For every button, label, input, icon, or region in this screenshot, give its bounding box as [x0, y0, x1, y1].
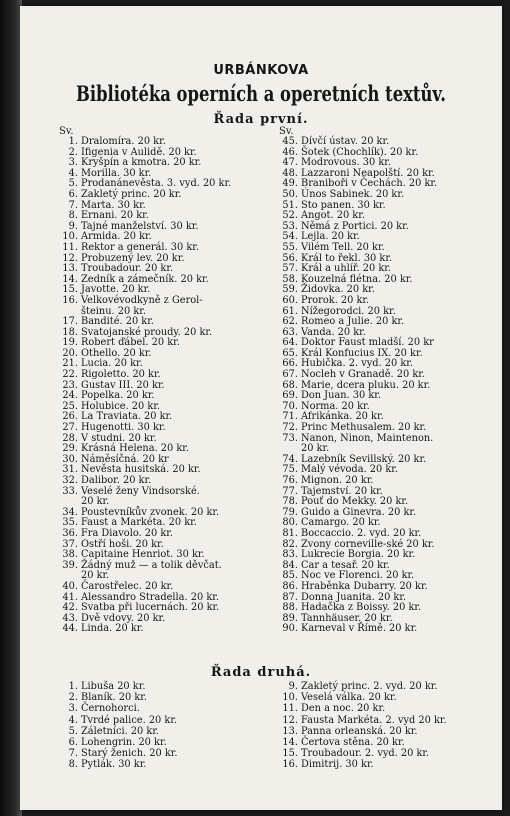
volume-number: 30.	[62, 453, 78, 465]
entry-title: Robert ďábel. 20 kr.	[81, 337, 180, 349]
entry-title: Marie, dcera pluku. 20 kr.	[301, 379, 431, 391]
volume-number: 37.	[62, 538, 78, 550]
volume-number: 41.	[62, 591, 78, 603]
entry-title: Veselé ženy Vindsorské. 20 kr.	[81, 485, 200, 508]
entry-title: Hraběnka Dubarry. 20 kr.	[301, 580, 428, 592]
catalog-entry	[278, 681, 506, 692]
volume-number: 8.	[68, 759, 78, 771]
entry-title: Pouť do Mekky. 20 kr.	[301, 496, 409, 508]
entry-title: Král Konfucius IX. 20 kr.	[301, 347, 423, 359]
volume-number: 28.	[62, 432, 78, 444]
catalog-entry	[278, 759, 506, 770]
volume-number: 51.	[282, 199, 298, 211]
entry-title: Fra Diavolo. 20 kr.	[81, 527, 174, 539]
volume-number: 10.	[282, 692, 298, 704]
entry-title: Dívčí ústav. 20 kr.	[301, 136, 390, 147]
volume-number: 50.	[282, 188, 298, 200]
entry-title: Blaník. 20 kr.	[81, 692, 148, 704]
entry-title: Král to řekl. 30 kr.	[301, 252, 393, 264]
section2-left-column	[58, 681, 276, 771]
volume-number: 58.	[282, 273, 298, 285]
entry-title: Šotek (Chochlík). 20 kr.	[301, 146, 419, 158]
entry-title: Romeo a Julie. 20 kr.	[301, 316, 405, 328]
volume-number: 15.	[62, 284, 78, 296]
entry-title: Camargo. 20 kr.	[301, 517, 381, 529]
entry-title: Car a tesař. 20 kr.	[301, 559, 390, 571]
entry-title: Armida. 20 kr.	[81, 231, 152, 243]
entry-title: Krásná Helena. 20 kr.	[81, 443, 190, 455]
catalog-entry	[278, 582, 506, 593]
entry-title: Lukrecie Borgia. 20 kr.	[301, 549, 416, 561]
entry-title: Gustav III. 20 kr.	[81, 379, 165, 391]
catalog-entry	[58, 715, 276, 726]
entry-title: Lejla. 20 kr.	[301, 231, 360, 243]
section1-left-column	[58, 127, 276, 635]
volume-number: 38.	[62, 549, 78, 561]
entry-title: Vilém Tell. 20 kr.	[301, 241, 385, 253]
catalog-entry	[58, 529, 276, 540]
volume-number: 17.	[62, 316, 78, 328]
entry-title: Javotte. 20 kr.	[81, 284, 151, 296]
volume-number: 26.	[62, 411, 78, 423]
entry-title: La Traviata. 20 kr.	[81, 411, 173, 423]
volume-number: 16.	[282, 759, 298, 771]
volume-number: 60.	[282, 294, 298, 306]
entry-title: Čarostřelec. 20 kr.	[81, 580, 174, 592]
entry-title: V studni. 20 kr.	[81, 432, 157, 444]
volume-number: 77.	[282, 485, 298, 497]
catalog-entry	[278, 296, 506, 307]
volume-number: 80.	[282, 517, 298, 529]
volume-number: 40.	[62, 580, 78, 592]
entry-title: Svatojanské proudy. 20 kr.	[81, 326, 213, 338]
entry-title: Zvony corneville-ské 20 kr.	[301, 538, 435, 550]
volume-number: 35.	[62, 517, 78, 529]
entry-title: Rektor a generál. 30 kr.	[81, 241, 199, 253]
catalog-entry	[58, 759, 276, 770]
volume-list	[58, 681, 276, 771]
volume-number: 63.	[282, 326, 298, 338]
entry-title: Holubice. 20 kr.	[81, 400, 161, 412]
volume-number: 53.	[282, 220, 298, 232]
volume-number: 1.	[68, 681, 78, 692]
entry-title: Nížegorodci. 20 kr.	[301, 305, 396, 317]
volume-column-header: Sv.	[279, 126, 294, 137]
volume-number: 71.	[282, 411, 298, 423]
entry-title: Donna Juanita. 20 kr.	[301, 591, 407, 603]
entry-title: Náměsíčná. 20 kr	[81, 453, 169, 465]
catalog-entry	[58, 582, 276, 593]
entry-title: Prodanánevěsta. 3. vyd. 20 kr.	[81, 178, 232, 190]
entry-title: Lohengrin. 20 kr.	[81, 737, 167, 749]
entry-title: Černohorci.	[81, 703, 140, 715]
volume-number: 49.	[282, 178, 298, 190]
volume-number: 90.	[282, 623, 298, 635]
entry-title: Norma. 20 kr.	[301, 400, 370, 412]
volume-number: 65.	[282, 347, 298, 359]
volume-number: 24.	[62, 390, 78, 402]
entry-title: Mignon. 20 kr.	[301, 475, 374, 486]
volume-number: 7.	[68, 748, 78, 760]
entry-title: Lazzaroni Neapolští. 20 kr.	[301, 167, 435, 179]
entry-title: Libuša 20 kr.	[81, 681, 146, 692]
entry-title: Ernani. 20 kr.	[81, 210, 149, 222]
catalog-entry	[278, 476, 506, 487]
entry-title: Hugenotti. 30 kr.	[81, 422, 166, 434]
volume-number: 20.	[62, 347, 78, 359]
catalog-entry	[58, 476, 276, 487]
volume-number: 12.	[62, 252, 78, 264]
publisher-name: URBÁNKOVA	[213, 63, 309, 78]
volume-number: 42.	[62, 602, 78, 614]
entry-title: Tajné manželství. 30 kr.	[81, 220, 199, 232]
entry-title: Zedník a zámečník. 20 kr.	[81, 273, 209, 285]
volume-number: 22.	[62, 369, 78, 381]
volume-number: 59.	[282, 284, 298, 296]
entry-title: Marta. 30 kr.	[81, 199, 146, 211]
section2-right-column	[278, 681, 506, 771]
catalog-entry	[58, 561, 276, 582]
volume-number: 19.	[62, 337, 78, 349]
volume-number: 47.	[282, 157, 298, 169]
entry-title: Velkovévodkyně z Gerol- šteinu. 20 kr.	[81, 294, 203, 317]
entry-title: Noc ve Florenci. 20 kr.	[301, 570, 415, 582]
volume-number: 89.	[282, 612, 298, 624]
volume-list	[278, 681, 506, 771]
entry-title: Karneval v Římě. 20 kr.	[301, 623, 418, 635]
entry-title: Žádný muž — a tolik děvčat. 20 kr.	[81, 559, 222, 582]
volume-number: 46.	[282, 146, 298, 158]
volume-number: 5.	[68, 725, 78, 737]
volume-number: 44.	[62, 623, 78, 635]
catalog-page	[20, 6, 502, 810]
entry-title: Únos Sabinek. 20 kr.	[301, 188, 405, 200]
volume-number: 27.	[62, 422, 78, 434]
volume-number: 72.	[282, 422, 298, 434]
catalog-entry	[278, 703, 506, 714]
entry-title: Angot. 20 kr.	[301, 210, 365, 222]
entry-title: Braniboři v Čechách. 20 kr.	[301, 178, 438, 190]
entry-title: Čertova stěna. 20 kr.	[301, 737, 405, 749]
entry-title: Dralomíra. 20 kr.	[81, 136, 166, 147]
catalog-entry	[278, 715, 506, 726]
volume-number: 6.	[68, 737, 78, 749]
entry-title: Nocleh v Granadě. 20 kr.	[301, 369, 425, 381]
catalog-entry	[278, 529, 506, 540]
entry-title: Panna orleanská. 20 kr.	[301, 725, 418, 737]
volume-number: 4.	[68, 714, 78, 726]
volume-number: 54.	[282, 231, 298, 243]
entry-title: Den a noc. 20 kr.	[301, 703, 386, 715]
volume-number: 14.	[282, 737, 298, 749]
volume-number: 4.	[68, 167, 78, 179]
volume-number: 34.	[62, 506, 78, 518]
volume-column-header: Sv.	[59, 126, 74, 137]
volume-number: 29.	[62, 443, 78, 455]
entry-title: Nevěsta husitská. 20 kr.	[81, 464, 201, 476]
entry-title: Fausta Markéta. 2. vyd 20 kr.	[301, 714, 447, 726]
volume-number: 43.	[62, 612, 78, 624]
volume-number: 2.	[68, 692, 78, 704]
entry-title: Král a uhlíř. 20 kr.	[301, 263, 392, 275]
entry-title: Dimitrij. 30 kr.	[301, 759, 374, 771]
volume-number: 69.	[282, 390, 298, 402]
volume-number: 14.	[62, 273, 78, 285]
section1-right-column	[278, 127, 506, 635]
catalog-entry	[278, 692, 506, 703]
volume-number: 52.	[282, 210, 298, 222]
entry-title: Němá z Portici. 20 kr.	[301, 220, 409, 232]
volume-number: 6.	[68, 188, 78, 200]
volume-number: 9.	[68, 220, 78, 232]
catalog-entry	[58, 748, 276, 759]
volume-list	[278, 137, 506, 635]
volume-number: 75.	[282, 464, 298, 476]
volume-number: 62.	[282, 316, 298, 328]
entry-title: Lazebník Sevillský. 20 kr.	[301, 453, 427, 465]
catalog-entry	[58, 726, 276, 737]
volume-number: 64.	[282, 337, 298, 349]
volume-number: 15.	[282, 748, 298, 760]
volume-number: 48.	[282, 167, 298, 179]
entry-title: Othello. 20 kr.	[81, 347, 152, 359]
entry-title: Dalibor. 20 kr.	[81, 475, 152, 486]
entry-title: Prorok. 20 kr.	[301, 294, 370, 306]
page-left-edge	[0, 0, 22, 816]
entry-title: Afrikánka. 20 kr.	[301, 411, 384, 423]
catalog-entry	[58, 703, 276, 714]
catalog-entry	[278, 243, 506, 254]
volume-number: 33.	[62, 485, 78, 497]
catalog-entry	[278, 190, 506, 201]
entry-title: Ostří hoši. 20 kr.	[81, 538, 164, 550]
entry-title: Židovka. 20 kr.	[301, 284, 375, 296]
volume-number: 12.	[282, 714, 298, 726]
volume-number: 32.	[62, 475, 78, 486]
volume-number: 85.	[282, 570, 298, 582]
entry-title: Tvrdé palice. 20 kr.	[81, 714, 178, 726]
entry-title: Malý vévoda. 20 kr.	[301, 464, 398, 476]
entry-title: Nanon, Ninon, Maintenon. 20 kr.	[301, 432, 434, 455]
volume-number: 11.	[62, 241, 78, 253]
volume-number: 70.	[282, 400, 298, 412]
entry-title: Vanda. 20 kr.	[301, 326, 366, 338]
volume-number: 45.	[282, 136, 298, 147]
volume-number: 18.	[62, 326, 78, 338]
entry-title: Kouzelná flétna. 20 kr.	[301, 273, 413, 285]
volume-number: 66.	[282, 358, 298, 370]
catalog-entry	[278, 726, 506, 737]
entry-title: Rigoletto. 20 kr.	[81, 369, 161, 381]
volume-number: 1.	[68, 136, 78, 147]
volume-number: 74.	[282, 453, 298, 465]
volume-number: 56.	[282, 252, 298, 264]
catalog-entry	[58, 190, 276, 201]
volume-number: 3.	[68, 157, 78, 169]
catalog-entry	[278, 748, 506, 759]
entry-title: Probuzený lev. 20 kr.	[81, 252, 185, 264]
volume-list	[58, 137, 276, 635]
entry-title: Guido a Ginevra. 20 kr.	[301, 506, 417, 518]
volume-number: 67.	[282, 369, 298, 381]
catalog-entry	[58, 487, 276, 508]
entry-title: Linda. 20 kr.	[81, 623, 144, 635]
volume-number: 55.	[282, 241, 298, 253]
entry-title: Modrovous. 30 kr.	[301, 157, 392, 169]
volume-number: 68.	[282, 379, 298, 391]
catalog-entry	[278, 624, 506, 635]
volume-number: 21.	[62, 358, 78, 370]
entry-title: Sto panen. 30 kr.	[301, 199, 386, 211]
catalog-entry	[278, 434, 506, 455]
volume-number: 2.	[68, 146, 78, 158]
volume-number: 73.	[282, 432, 298, 444]
volume-number: 3.	[68, 703, 78, 715]
series-title: Bibliotéka operních a operetních textův.	[76, 81, 446, 106]
volume-number: 57.	[282, 263, 298, 275]
entry-title: Troubadour. 2. vyd. 20 kr.	[301, 748, 430, 760]
volume-number: 87.	[282, 591, 298, 603]
volume-number: 10.	[62, 231, 78, 243]
volume-number: 76.	[282, 475, 298, 486]
entry-title: Veselá válka. 20 kr.	[301, 692, 397, 704]
entry-title: Lucia. 20 kr.	[81, 358, 143, 370]
entry-title: Zakletý princ. 20 kr.	[81, 188, 182, 200]
volume-number: 13.	[282, 725, 298, 737]
entry-title: Pytlák. 30 kr.	[81, 759, 147, 771]
volume-number: 31.	[62, 464, 78, 476]
entry-title: Starý ženich. 20 kr.	[81, 748, 178, 760]
section-title-second: Řada druhá.	[210, 665, 312, 680]
entry-title: Tajemství. 20 kr.	[301, 485, 383, 497]
entry-title: Bandité. 20 kr.	[81, 316, 154, 328]
volume-number: 61.	[282, 305, 298, 317]
volume-number: 13.	[62, 263, 78, 275]
volume-number: 9.	[288, 681, 298, 692]
entry-title: Dvě vdovy. 20 kr.	[81, 612, 166, 624]
volume-number: 86.	[282, 580, 298, 592]
volume-number: 25.	[62, 400, 78, 412]
catalog-entry	[58, 737, 276, 748]
volume-number: 5.	[68, 178, 78, 190]
entry-title: Záletníci. 20 kr.	[81, 725, 160, 737]
volume-number: 78.	[282, 496, 298, 508]
volume-number: 11.	[282, 703, 298, 715]
entry-title: Don Juan. 30 kr.	[301, 390, 382, 402]
volume-number: 84.	[282, 559, 298, 571]
volume-number: 88.	[282, 602, 298, 614]
entry-title: Tannhäuser. 20 kr.	[301, 612, 393, 624]
entry-title: Ifigenia v Aulidě. 20 kr.	[81, 146, 197, 158]
catalog-entry	[58, 243, 276, 254]
entry-title: Hubička. 2. vyd. 20 kr.	[301, 358, 414, 370]
volume-number: 39.	[62, 559, 78, 571]
catalog-entry	[278, 137, 506, 148]
entry-title: Poustevníkův zvonek. 20 kr.	[81, 506, 220, 518]
volume-number: 7.	[68, 199, 78, 211]
entry-title: Morilla. 30 kr.	[81, 167, 152, 179]
catalog-entry	[58, 681, 276, 692]
entry-title: Alessandro Stradella. 20 kr.	[81, 591, 219, 603]
volume-number: 16.	[62, 294, 78, 306]
entry-title: Svatba při lucernách. 20 kr.	[81, 602, 220, 614]
catalog-entry	[58, 137, 276, 148]
volume-number: 8.	[68, 210, 78, 222]
entry-title: Faust a Markéta. 20 kr.	[81, 517, 197, 529]
volume-number: 79.	[282, 506, 298, 518]
entry-title: Capitaine Henriot. 30 kr.	[81, 549, 205, 561]
section-title-first: Řada první.	[213, 112, 309, 127]
entry-title: Boccaccio. 2. vyd. 20 kr.	[301, 527, 422, 539]
volume-number: 36.	[62, 527, 78, 539]
entry-title: Zakletý princ. 2. vyd. 20 kr.	[301, 681, 438, 692]
entry-title: Hadačka z Boissy. 20 kr.	[301, 602, 422, 614]
entry-title: Troubadour. 20 kr.	[81, 263, 174, 275]
volume-number: 23.	[62, 379, 78, 391]
catalog-entry	[278, 737, 506, 748]
volume-number: 81.	[282, 527, 298, 539]
entry-title: Princ Methusalem. 20 kr.	[301, 422, 427, 434]
entry-title: Kryšpín a kmotra. 20 kr.	[81, 157, 202, 169]
volume-number: 83.	[282, 549, 298, 561]
catalog-entry	[58, 296, 276, 317]
catalog-entry	[58, 692, 276, 703]
entry-title: Popelka. 20 kr.	[81, 390, 155, 402]
catalog-entry	[58, 624, 276, 635]
entry-title: Doktor Faust mladší. 20 kr	[301, 337, 434, 349]
volume-number: 82.	[282, 538, 298, 550]
